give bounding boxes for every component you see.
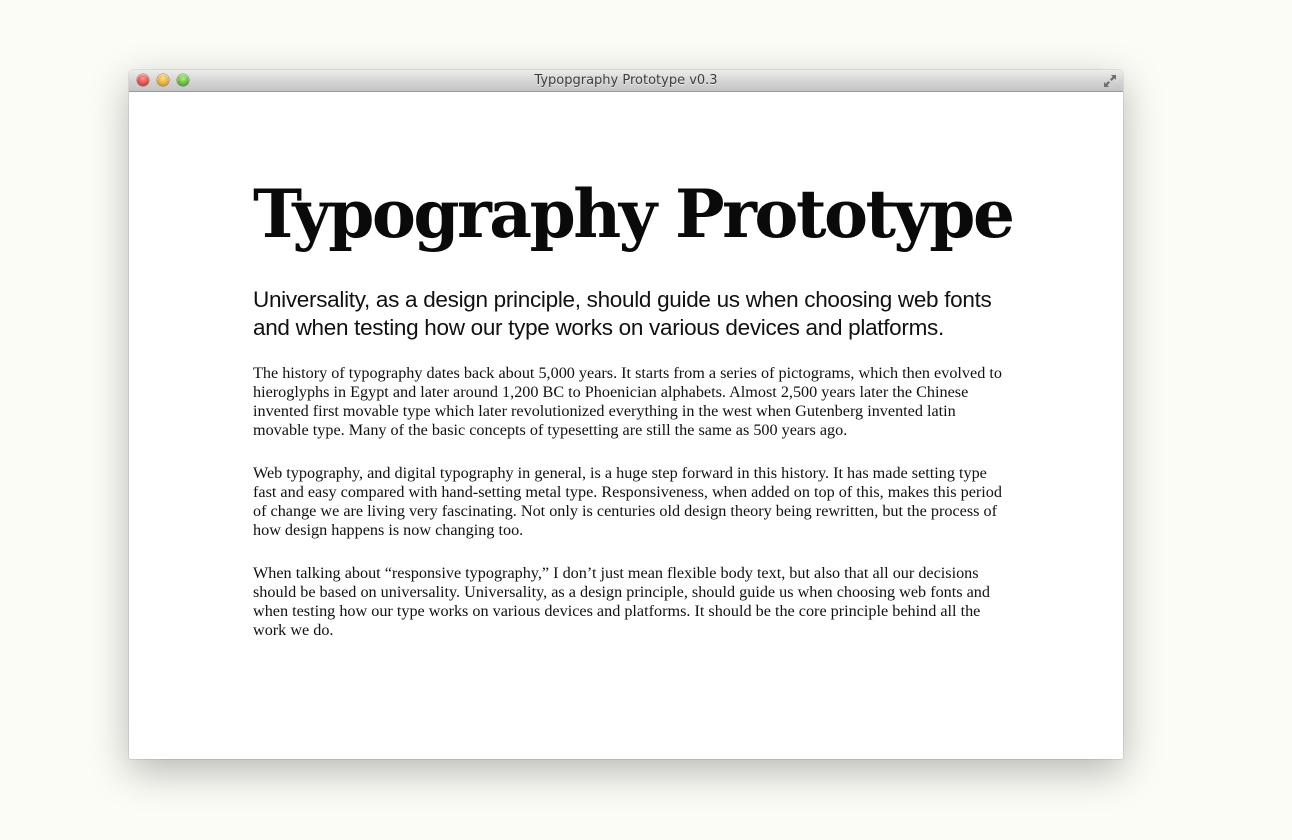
body-paragraph: The history of typography dates back about 5,000 years. It starts from a series of pictograms, which then evolved to hieroglyphs in Egypt and later around 1,200 BC to Phoenician alphabets. Almost 2,500 years later the Chinese invented first movable type which later revolutionized everything in the west when Gutenberg invented latin movable type. Many of the basic concepts of typesetting are still the same as 500 years ago. xyxy=(253,364,1002,439)
fullscreen-icon[interactable] xyxy=(1103,74,1117,88)
article-body xyxy=(253,364,1003,640)
window-title: Typopgraphy Prototype v0.3 xyxy=(534,73,718,88)
title-bar[interactable] xyxy=(129,70,1123,92)
article xyxy=(253,174,1013,640)
browser-window xyxy=(129,70,1123,759)
body-paragraph: Web typography, and digital typography in general, is a huge step forward in this history. It has made setting type fast and easy compared with hand-setting metal type. Responsiveness, when added on top of this, makes this period of change we are living very fascinating. Not only is centuries old design theory being rewritten, but the process of how design happens is now changing too. xyxy=(253,464,1002,539)
lede-paragraph: Universality, as a design principle, should guide us when choosing web fonts and when testing how our type works on various devices and platforms. xyxy=(253,287,992,340)
page-title: Typography Prototype xyxy=(253,175,1013,253)
body-paragraph: When talking about “responsive typography,” I don’t just mean flexible body text, but also that all our decisions should be based on universality. Universality, as a design principle, should guide us when choosing web fonts and when testing how our type works on various devices and platforms. It should be the core principle behind all the work we do. xyxy=(253,564,990,639)
